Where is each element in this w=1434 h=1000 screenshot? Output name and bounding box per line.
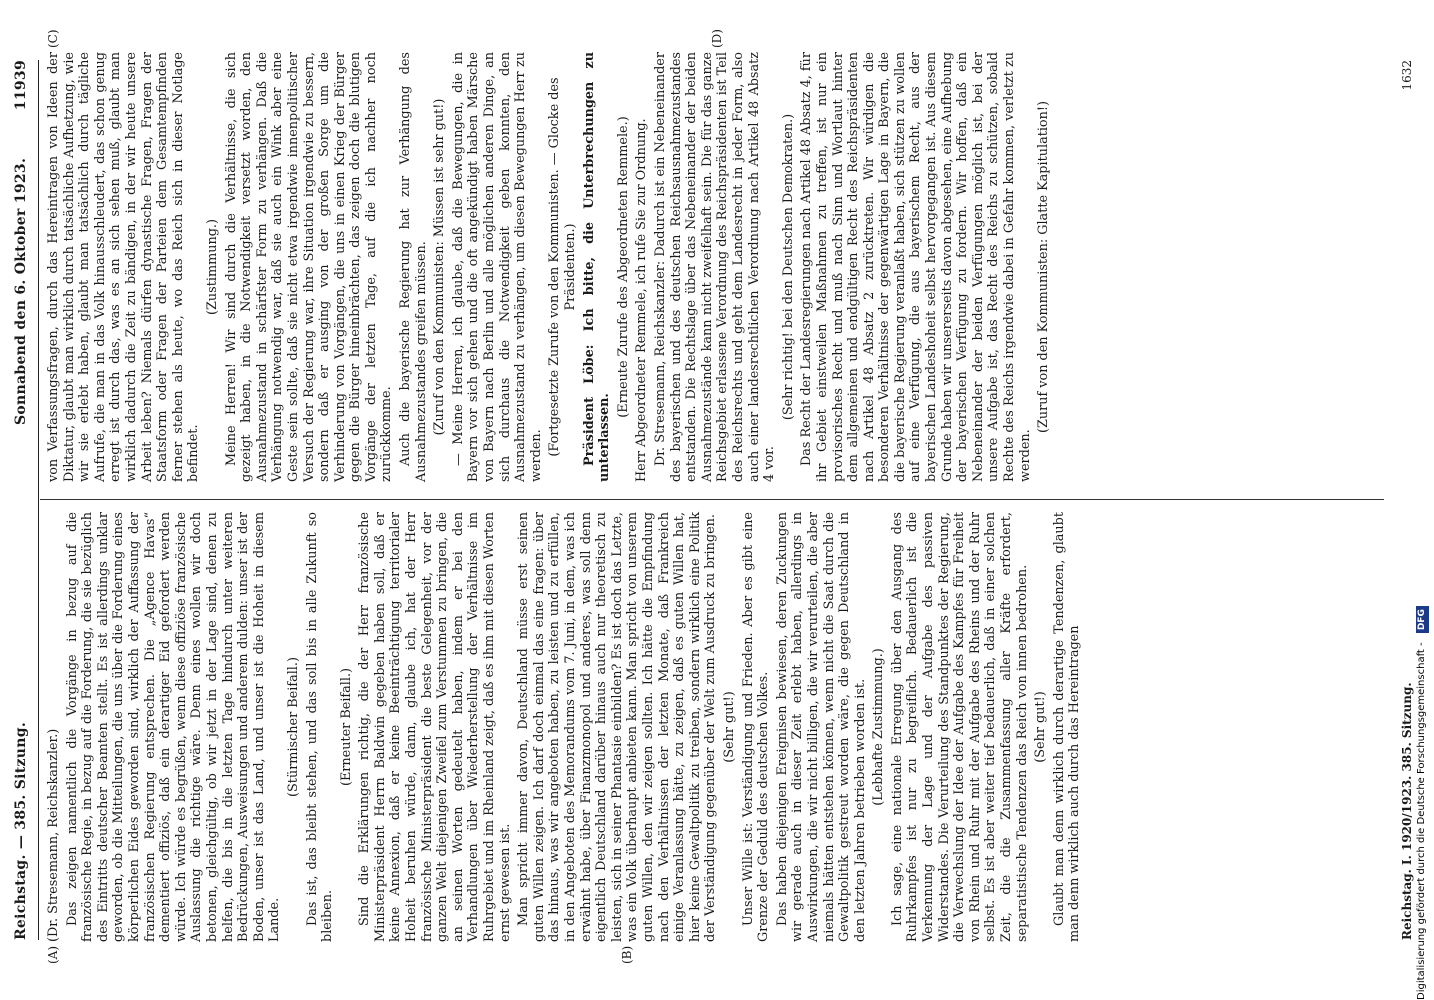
- paragraph: (Fortgesetzte Zurufe von den Kommunisten. — Glocke des Präsidenten.): [547, 77, 578, 457]
- margin-letter-a: (A): [46, 945, 60, 964]
- paragraph: Glaubt man denn wirklich durch derartige Tendenzen, glaubt man denn wirklich auch durch das Hereintragen: [1051, 512, 1083, 942]
- paragraph: (Dr. Stresemann, Reichskanzler.): [46, 728, 61, 942]
- footer-signature: Reichstag. I. 1920/1923. 385. Sitzung.: [1400, 682, 1415, 940]
- running-header-left: Reichstag. — 385. Sitzung.: [13, 721, 29, 940]
- paragraph: (Sehr richtig! bei den Deutschen Demokraten.): [780, 113, 796, 421]
- paragraph: Auch die bayerische Regierung hat zur Verhängung des Ausnahmezustandes greifen müssen.: [398, 52, 429, 482]
- paragraph: Das Recht der Landesregierungen nach Artikel 48 Absatz 4, für ihr Gebiet einstweilen Maßnahmen zu treffen, ist nur ein provisorisches Recht und muß nach Sinn und Wortlaut hinter dem allgemeinen und endgültigen Recht des Reichspräsidenten nach Artikel 48 Absatz 2 zurücktreten. Wir würdigen die besonderen Verhältnisse der gegenwärtigen Lage in Bayern, die die bayerische Regierung veranlaßt haben, sich stützen zu wollen auf eine Verfügung, die aus bayerischem Recht, aus der bayerischen Landeshoheit selbst hervorgegangen ist. Aus diesem Grunde haben wir unsererseits davon abgesehen, eine Aufhebung der bayerischen Verfügung zu fordern. Wir hoffen, daß ein Nebeneinander der beiden Verfügungen möglich ist, bei der unsere Aufgabe ist, das Recht des Reichs zu schützen, sobald Rechte des Reichs irgendwie dabei in Gefahr kommen, verletzt zu werden.: [799, 52, 1033, 482]
- paragraph: von Verfassungsfragen, durch das Hereintragen von Ideen der Diktatur, glaubt man wirklich durch tatsächliche Aufhetzung, wie wir sie erlebt haben, glaubt man tatsächlich durch tägliche Aufrufe, die man in das Volk hinausschleudert, das schon genug erregt ist durch das, was es an sich sehen muß, glaubt man wirklich dadurch die Zeit zu bändigen, in der wir heute unsere Arbeit leben? Niemals dürfen dynastische Fragen, Fragen der Staatsform oder Fragen der Parteien dem Gesamtempfinden ferner stehen als heute, wo das Reich sich in dieser Notlage befindet.: [46, 52, 202, 482]
- paragraph: (Erneute Zurufe des Abgeordneten Remmele.): [615, 116, 631, 418]
- credit-text: Digitalisierung gefördert durch die Deutsche Forschungsgemeinschaft -: [1416, 642, 1427, 1000]
- paragraph: (Zustimmung.): [204, 219, 220, 315]
- page-number: 11939: [13, 60, 29, 111]
- paragraph: Herr Abgeordneter Remmele, ich rufe Sie zur Ordnung.: [634, 118, 650, 482]
- paragraph: Das haben diejenigen Ereignisen bewiesen, deren Zuckungen wir gerade auch in dieser Zeit erlebt haben, allerdings in Auswirkungen, die wir nicht billigen, die wir verurteilen, die aber niemals hätten entstehen können, wenn nicht die Saat durch die Gewaltpolitik gestreut worden wäre, die gegen Deutschland in den letzten Jahren betrieben worden ist.: [774, 512, 868, 942]
- paragraph: (Erneuter Beifall.): [338, 667, 354, 787]
- paragraph: (Sehr gut!): [1033, 691, 1049, 763]
- paragraph: Ich sage, eine nationale Erregung über den Ausgang des Ruhrkampfes ist nur zu begreiflich. Bedauerlich ist die Verkennung der Lage und der Aufgabe des passiven Widerstandes. Die Verurteilung des Standpunktes der Regierung, die Verwechslung der Idee der Aufgabe des Kampfes für Freiheit von Rhein und Ruhr mit der Aufgabe des Rheins und der Ruhr selbst. Es ist aber weiter tief bedauerlich, daß in einer solchen Zeit, die die Zusammenfassung aller Kräfte erfordert, separatistische Tendenzen das Reich von innen bedrohen.: [889, 512, 1030, 942]
- running-header-date: Sonnabend den 6. Oktober 1923.: [13, 157, 29, 425]
- header-rule: [38, 60, 39, 940]
- paragraph: Meine Herren! Wir sind durch die Verhältnisse, die sich gezeigt haben, in die Notwendigkeit versetzt worden, den Ausnahmezustand in schärfster Form zu verhängen. Daß die Verhängung notwendig war, daß sie auch ein Wink aber eine Geste sein sollte, daß sie nicht etwa irgendwie innenpolitischer Versuch der Regierung war, ihre Situation irgendwie zu bessern, sondern daß er ausging von der großen Sorge um die Verhinderung von Vorgängen, die uns in einen Krieg der Bürger gegen die Bürger hineinbrächten, das zeigen doch die blutigen Vorgänge der letzten Tage, auf die ich nachher noch zurückkomme.: [223, 52, 395, 482]
- paragraph: Dr. Stresemann, Reichskanzler: Dadurch ist ein Nebeneinander des bayerischen und des deutschen Reichsausnahmezustandes entstanden. Die Rechtslage über das Nebeneinander der beiden Ausnahmezustände kann nicht zweifelhaft sein. Die für das ganze Reichsgebiet erlassene Verordnung des Reichspräsidenten ist Teil des Reichsrechts und geht dem Landesrecht in jeder Form, also auch einer landesrechtlichen Verordnung nach Artikel 48 Absatz 4 vor.: [652, 52, 778, 482]
- paragraph: Sind die Erklärungen richtig, die der Herr französische Ministerpräsident Herrn Baldwin gegeben haben soll, daß er keine Annexion, daß er keine Beeinträchtigung territorialer Hoheit beruhen würde, dann, glaube ich, hat der Herr französische Ministerpräsident die beste Gelegenheit, vor der ganzen Welt diejenigen Zweifel zum Verstummen zu bringen, die an seinen Worten gedeutelt haben, indem er bei den Verhandlungen über Wiederherstellung der Verhältnisse im Ruhrgebiet und im Rheinland zeigt, daß es ihm mit diesen Worten ernst gewesen ist.: [357, 512, 513, 942]
- paragraph: (Zuruf von den Kommunisten: Müssen ist sehr gut!): [432, 98, 448, 436]
- margin-letter-d: (D): [710, 29, 724, 48]
- paragraph: Das zeigen namentlich die Vorgänge in bezug auf die französische Regie, in bezug auf die Forderung, die sie bezüglich des Eintritts deutscher Beamten stellt. Es ist allerdings unklar geworden, ob die Mitteilungen, die uns über die Forderung eines körperlichen Eides geworden sind, wirklich der Auffassung der französischen Regierung entsprechen. Die „Agence Havas“ dementiert offiziös, daß ein derartiger Eid gefordert werden würde. Ich würde es begrüßen, wenn diese offiziöse französische Auslassung die richtige wäre. Denn eines wollen wir doch betonen, gleichgültig, ob wir jetzt in der Lage sind, denen zu helfen, die bis in die letzten Tage hindurch unter weiteren Bedrückungen, Ausweisungen und anderem dulden: unser ist der Boden, unser ist das Land, und unser ist die Hoheit in diesem Lande.: [64, 512, 283, 942]
- paragraph: (Zuruf von den Kommunisten: Glatte Kapitulation!): [1036, 100, 1052, 434]
- margin-letter-c: (C): [46, 29, 60, 48]
- digitization-credit: [1410, 0, 1434, 1000]
- paragraph: Präsident Löbe: Ich bitte, die Unterbrechungen zu unterlassen.: [581, 52, 613, 482]
- left-column: [46, 512, 1086, 942]
- column-divider: [40, 499, 1384, 500]
- paragraph: Man spricht immer davon, Deutschland müsse erst seinen guten Willen zeigen. Ich darf doch einmal das eine fragen: über das hinaus, was wir angeboten haben, zu leisten und zu erfüllen, in den Angeboten des Memorandums vom 7. Juni, in dem, was ich erwähnt habe, über Finanzmonopol und anderes, was soll denn eigentlich Deutschland darüber hinaus auch nur theoretisch zu leisten, sich in seiner Phantasie einbilden? Es ist doch das Letzte, was ein Volk überhaupt anbieten kann. Man spricht von unserem guten Willen, den wir zeigen sollten. Ich hätte die Empfindung nach den Verhältnissen der letzten Monate, daß Frankreich einige Veranlassung hätte, zu zeigen, daß es guten Willen hat, hier keine Gewaltpolitik zu treiben, sondern wirklich eine Politik der Verständigung gegenüber der Welt zum Ausdruck zu bringen.: [516, 512, 719, 942]
- paragraph: (Lebhafte Zustimmung.): [871, 648, 887, 806]
- right-column: [46, 52, 1055, 482]
- paragraph: Das ist, das bleibt stehen, und das soll bis in alle Zukunft so bleiben.: [304, 512, 336, 942]
- paragraph: Unser Wille ist: Verständigung und Frieden. Aber es gibt eine Grenze der Geduld des deutschen Volkes.: [740, 512, 772, 942]
- margin-letter-b: (B): [620, 945, 634, 964]
- paragraph: (Sehr gut!): [721, 691, 737, 763]
- paragraph: — Meine Herren, ich glaube, daß die Bewegungen, die in Bayern vor sich gehen und die oft angekündigt haben Märsche von Bayern nach Berlin und alle möglichen anderen Dinge, an sich durchaus die Notwendigkeit geben konnten, den Ausnahmezustand zu verhängen, um diesen Bewegungen Herr zu werden.: [450, 52, 544, 482]
- dfg-logo: DFG: [1416, 606, 1429, 633]
- footer-sheet-number: 1632: [1400, 60, 1415, 91]
- paragraph: (Stürmischer Beifall.): [285, 657, 301, 797]
